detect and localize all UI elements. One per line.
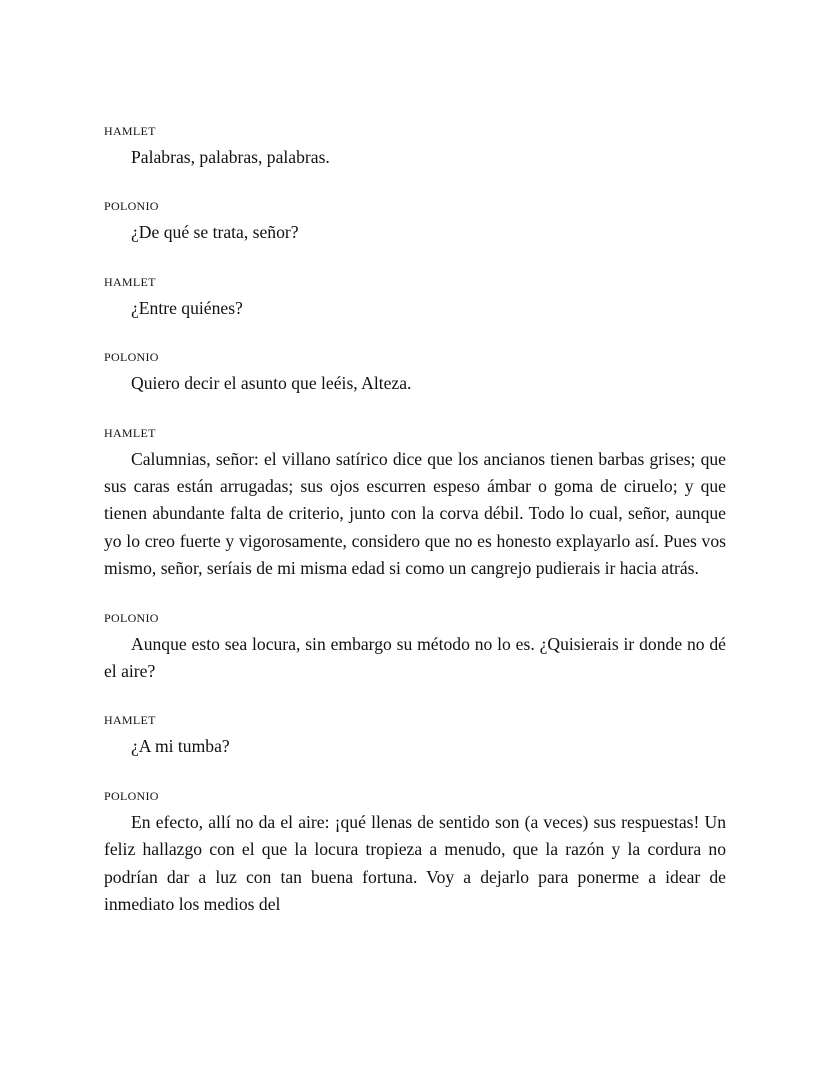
speech-text: Quiero decir el asunto que leéis, Alteza. [131, 373, 412, 394]
speech-text: Palabras, palabras, palabras. [131, 147, 330, 167]
speech-text: ¿Entre quiénes? [131, 297, 243, 318]
speaker-name: hamlet [104, 708, 156, 729]
speaker-name: hamlet [104, 119, 156, 139]
speaker-name: polonio [104, 345, 159, 366]
speaker-name: hamlet [104, 420, 156, 441]
speech-text: ¿De qué se trata, señor? [131, 222, 299, 243]
speech-block [104, 193, 726, 246]
speech-block [104, 783, 726, 919]
speaker-name: polonio [104, 783, 159, 804]
speech-block [104, 344, 726, 397]
speaker-name: polonio [104, 605, 159, 626]
speech-block [104, 118, 726, 171]
speech-block [104, 269, 726, 322]
speaker-name: polonio [104, 194, 159, 215]
speech-block [104, 707, 726, 760]
speech-text: Calumnias, señor: el villano satírico dice que los ancianos tienen barbas grises; que sus caras están arrugadas; sus ojos escurren espeso ámbar o goma de ciruelo; y que tienen abundante falta de criterio, junto con la corva débil. Todo lo cual, señor, aunque yo lo creo fuerte y vigorosamente, considero que no es honesto explayarlo así. Pues vos mismo, señor, seríais de mi misma edad si como un cangrejo pudierais ir hacia atrás. [104, 448, 726, 579]
play-script-body [104, 118, 726, 919]
speech-text: ¿A mi tumba? [131, 736, 230, 757]
speech-block [104, 605, 726, 686]
speech-block [104, 420, 726, 583]
speaker-name: hamlet [104, 269, 156, 290]
speech-text: En efecto, allí no da el aire: ¡qué llenas de sentido son (a veces) sus respuestas! Un feliz hallazgo con el que la locura tropieza a menudo, que la razón y la cordura no podrían dar a luz con tan buena fortuna. Voy a dejarlo para ponerme a idear de inmediato los medios del [104, 811, 726, 915]
speech-text: Aunque esto sea locura, sin embargo su método no lo es. ¿Quisierais ir donde no dé el aire? [104, 633, 726, 682]
